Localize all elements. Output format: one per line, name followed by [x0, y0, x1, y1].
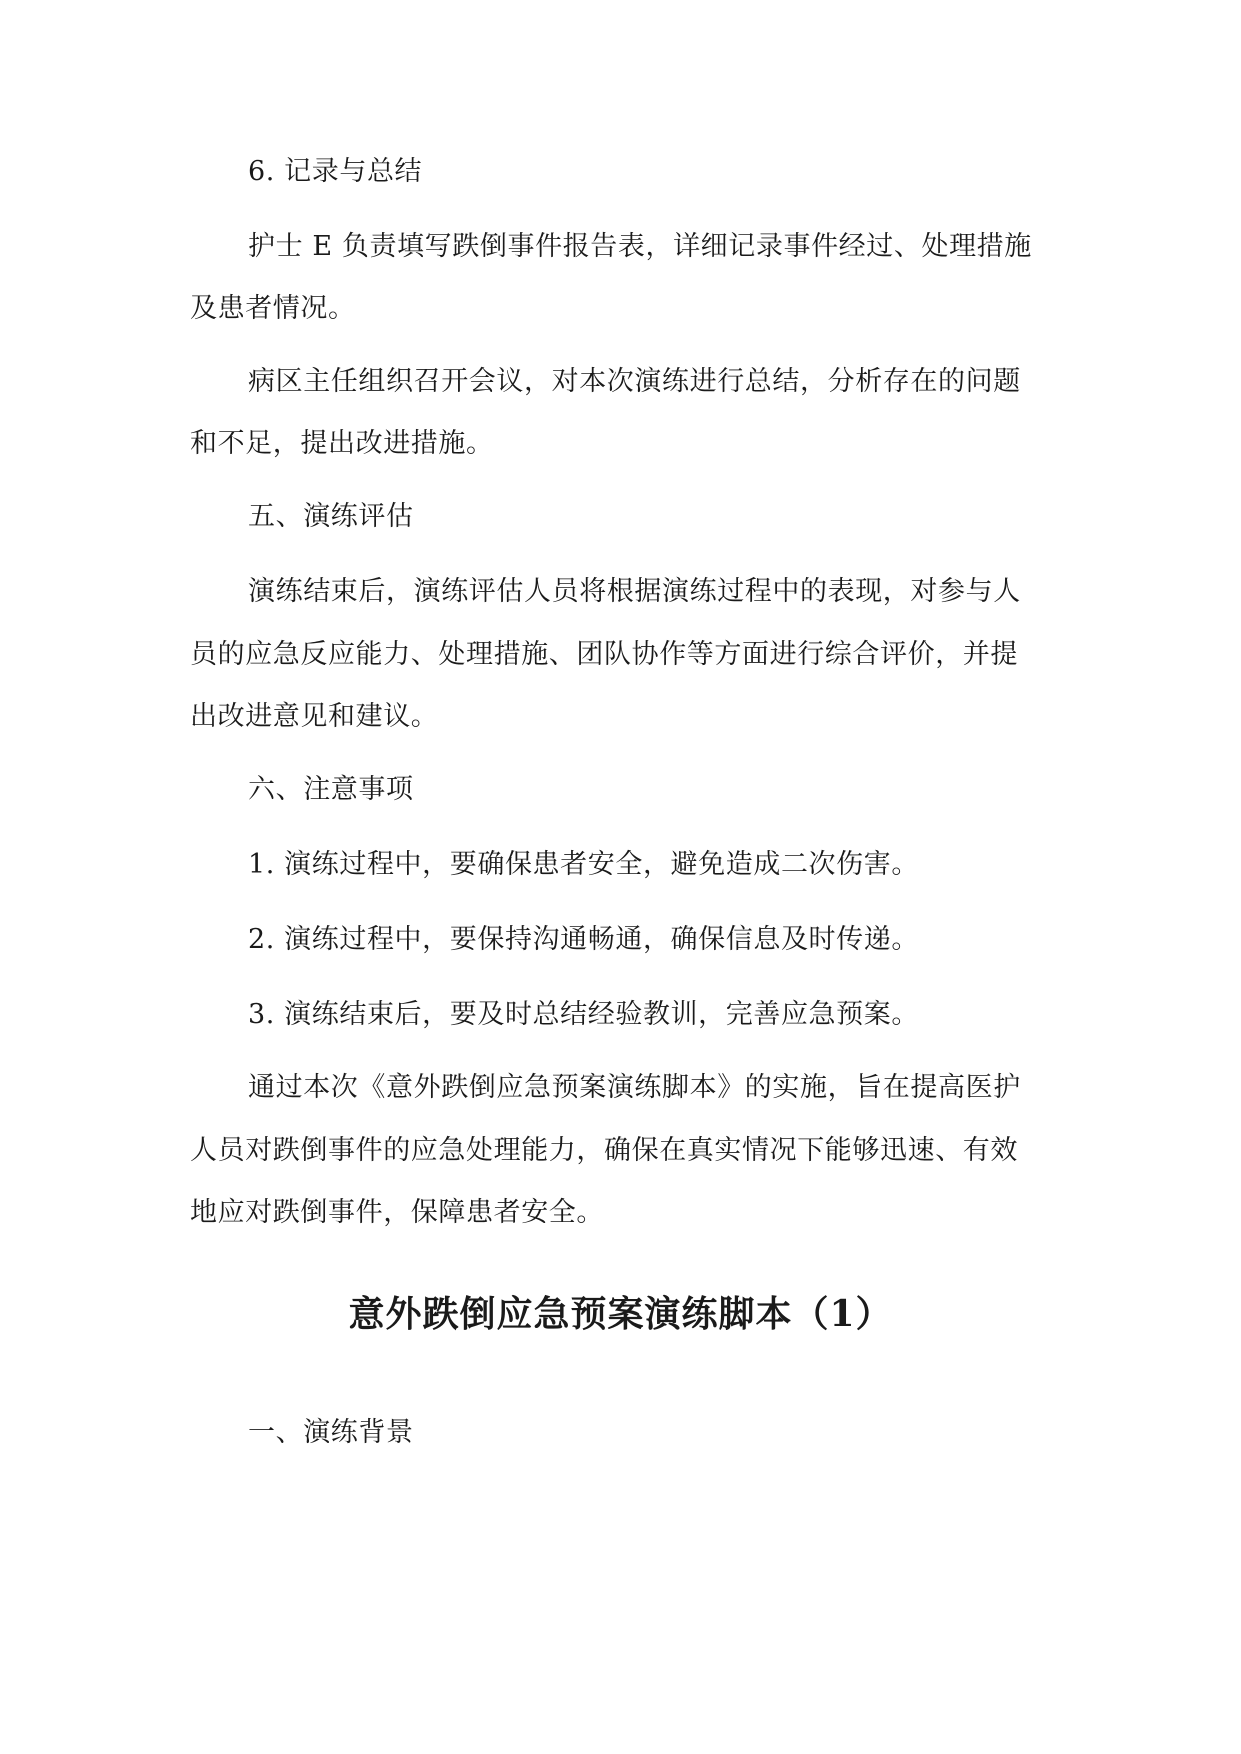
- paragraph-conclusion-line-2: 人员对跌倒事件的应急处理能力，确保在真实情况下能够迅速、有效: [190, 1135, 1018, 1166]
- section-six-heading: 六、注意事项: [248, 774, 414, 805]
- section-one-heading: 一、演练背景: [248, 1417, 414, 1448]
- note-item-1: 1. 演练过程中，要确保患者安全，避免造成二次伤害。: [248, 849, 919, 880]
- section-five-heading: 五、演练评估: [248, 501, 414, 532]
- note-item-3: 3. 演练结束后，要及时总结经验教训，完善应急预案。: [248, 999, 919, 1030]
- paragraph-conclusion-line-1: 通过本次《意外跌倒应急预案演练脚本》的实施，旨在提高医护: [248, 1072, 1021, 1103]
- paragraph-conclusion-line-3: 地应对跌倒事件，保障患者安全。: [190, 1197, 604, 1228]
- document-title: 意外跌倒应急预案演练脚本（1）: [348, 1293, 893, 1335]
- paragraph-report-line-2: 及患者情况。: [190, 293, 356, 324]
- paragraph-evaluation-line-1: 演练结束后，演练评估人员将根据演练过程中的表现，对参与人: [248, 576, 1021, 607]
- paragraph-meeting-line-1: 病区主任组织召开会议，对本次演练进行总结，分析存在的问题: [248, 366, 1021, 397]
- paragraph-report-line-1: 护士 E 负责填写跌倒事件报告表，详细记录事件经过、处理措施: [248, 231, 1032, 262]
- note-item-2: 2. 演练过程中，要保持沟通畅通，确保信息及时传递。: [248, 924, 919, 955]
- paragraph-evaluation-line-3: 出改进意见和建议。: [190, 701, 439, 732]
- section-6-heading: 6. 记录与总结: [248, 156, 423, 187]
- paragraph-meeting-line-2: 和不足，提出改进措施。: [190, 428, 494, 459]
- paragraph-evaluation-line-2: 员的应急反应能力、处理措施、团队协作等方面进行综合评价，并提: [190, 639, 1018, 670]
